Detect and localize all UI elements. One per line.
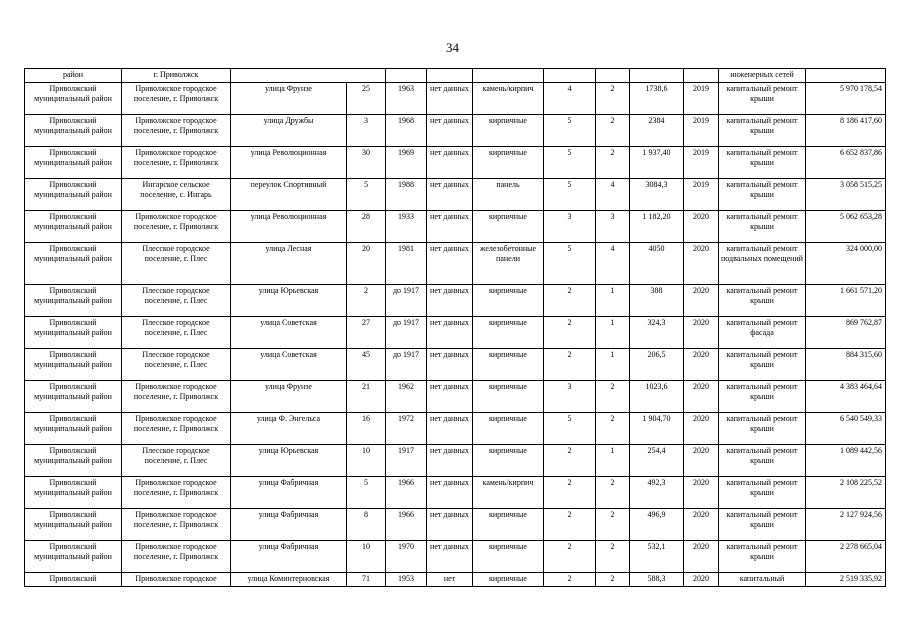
cell-empty: [596, 69, 630, 83]
cell-entrances: 2: [596, 413, 630, 445]
cell-district: Приволжский муниципальный район: [25, 317, 122, 349]
cell-year-built: 1970: [386, 541, 427, 573]
cell-house-number: 45: [347, 349, 386, 381]
cell-work-type: капитальный ремонт крыши: [719, 83, 806, 115]
cell-street: улица Дружбы: [231, 115, 347, 147]
cell-year-repair: нет данных: [427, 83, 473, 115]
cell-house-number: 27: [347, 317, 386, 349]
cell-plan-year: 2020: [684, 381, 719, 413]
cell-year-built: 1963: [386, 83, 427, 115]
cell-district: Приволжский муниципальный район: [25, 509, 122, 541]
cell-house-number: 71: [347, 573, 386, 587]
cell-wall-material: камень/кирпич: [473, 83, 544, 115]
cell-entrances: 2: [596, 381, 630, 413]
cell-house-number: 2: [347, 285, 386, 317]
table-row-continuation: [25, 69, 886, 83]
cell-area: 3084,3: [630, 179, 684, 211]
cell-house-number: 30: [347, 147, 386, 179]
cell-district: Приволжский муниципальный район: [25, 243, 122, 285]
cell-area: 4050: [630, 243, 684, 285]
cell-work-type: капитальный ремонт подвальных помещений: [719, 243, 806, 285]
cell-plan-year: 2020: [684, 445, 719, 477]
cell-wall-material: железобетонные панели: [473, 243, 544, 285]
cell-year-repair: нет данных: [427, 509, 473, 541]
cell-cost: 869 762,87: [806, 317, 886, 349]
cell-floors: 5: [544, 413, 596, 445]
table-row: [25, 179, 886, 211]
cell-year-built: до 1917: [386, 285, 427, 317]
cell-plan-year: 2020: [684, 573, 719, 587]
cell-settlement: Плесское городское поселение, г. Плес: [122, 285, 231, 317]
cell-cost: 1 089 442,56: [806, 445, 886, 477]
cell-settlement: Приволжское городское: [122, 573, 231, 587]
cell-work-type: капитальный ремонт крыши: [719, 445, 806, 477]
cell-area: 1023,6: [630, 381, 684, 413]
cell-entrances: 2: [596, 573, 630, 587]
cell-year-built: 1981: [386, 243, 427, 285]
cell-wall-material: кирпичные: [473, 381, 544, 413]
cell-street: улица Фрунзе: [231, 83, 347, 115]
cell-plan-year: 2020: [684, 509, 719, 541]
cell-street: улица Фабричная: [231, 477, 347, 509]
cell-year-repair: нет данных: [427, 413, 473, 445]
cell-work-type: капитальный ремонт крыши: [719, 211, 806, 243]
cell-settlement: Плесское городское поселение, г. Плес: [122, 349, 231, 381]
cell-area: 206,5: [630, 349, 684, 381]
cell-work-type: капитальный ремонт фасада: [719, 317, 806, 349]
cell-cost: 2 278 665,04: [806, 541, 886, 573]
cell-year-repair: нет данных: [427, 147, 473, 179]
cell-district: Приволжский муниципальный район: [25, 83, 122, 115]
cell-settlement: Плесское городское поселение, г. Плес: [122, 317, 231, 349]
cell-year-built: 1962: [386, 381, 427, 413]
cell-entrances: 1: [596, 285, 630, 317]
cell-empty: [473, 69, 544, 83]
cell-year-repair: нет данных: [427, 349, 473, 381]
cell-settlement: Приволжское городское поселение, г. Приволжск: [122, 509, 231, 541]
cell-settlement: Плесское городское поселение, г. Плес: [122, 445, 231, 477]
cell-year-repair: нет данных: [427, 115, 473, 147]
cell-district: Приволжский муниципальный район: [25, 381, 122, 413]
cell-work-type: капитальный ремонт крыши: [719, 285, 806, 317]
cell-cost: 5 970 178,54: [806, 83, 886, 115]
cell-street: улица Юрьевская: [231, 445, 347, 477]
cell-house-number: 8: [347, 509, 386, 541]
cell-district: Приволжский: [25, 573, 122, 587]
cell-empty: [806, 69, 886, 83]
cell-work-type: инженерных сетей: [719, 69, 806, 83]
cell-cost: 6 652 837,86: [806, 147, 886, 179]
cell-year-repair: нет данных: [427, 445, 473, 477]
cell-floors: 5: [544, 243, 596, 285]
cell-year-repair: нет данных: [427, 285, 473, 317]
table-row: [25, 541, 886, 573]
cell-wall-material: кирпичные: [473, 573, 544, 587]
cell-area: 254,4: [630, 445, 684, 477]
cell-year-built: до 1917: [386, 317, 427, 349]
cell-cost: 2 519 335,92: [806, 573, 886, 587]
cell-empty: [630, 69, 684, 83]
cell-house-number: 20: [347, 243, 386, 285]
cell-empty: [544, 69, 596, 83]
cell-district: Приволжский муниципальный район: [25, 115, 122, 147]
cell-wall-material: кирпичные: [473, 285, 544, 317]
cell-wall-material: кирпичные: [473, 147, 544, 179]
cell-area: 2384: [630, 115, 684, 147]
cell-cost: 3 058 515,25: [806, 179, 886, 211]
cell-area: 324,3: [630, 317, 684, 349]
cell-year-repair: нет данных: [427, 317, 473, 349]
cell-cost: 324 000,00: [806, 243, 886, 285]
page-number: 34: [446, 40, 459, 55]
cell-year-built: 1966: [386, 509, 427, 541]
cell-entrances: 3: [596, 211, 630, 243]
cell-wall-material: кирпичные: [473, 541, 544, 573]
cell-plan-year: 2019: [684, 147, 719, 179]
cell-wall-material: кирпичные: [473, 413, 544, 445]
cell-plan-year: 2020: [684, 285, 719, 317]
cell-street: улица Советская: [231, 349, 347, 381]
cell-district: район: [25, 69, 122, 83]
cell-plan-year: 2019: [684, 115, 719, 147]
cell-district: Приволжский муниципальный район: [25, 147, 122, 179]
cell-plan-year: 2020: [684, 211, 719, 243]
cell-floors: 2: [544, 317, 596, 349]
cell-floors: 3: [544, 211, 596, 243]
cell-street: улица Фабричная: [231, 509, 347, 541]
cell-year-built: 1968: [386, 115, 427, 147]
cell-year-built: 1969: [386, 147, 427, 179]
cell-year-repair: нет данных: [427, 477, 473, 509]
cell-house-number: 10: [347, 445, 386, 477]
cell-floors: 2: [544, 477, 596, 509]
cell-entrances: 2: [596, 83, 630, 115]
cell-house-number: 28: [347, 211, 386, 243]
cell-settlement: Приволжское городское поселение, г. Приволжск: [122, 83, 231, 115]
table-row: [25, 243, 886, 285]
cell-district: Приволжский муниципальный район: [25, 477, 122, 509]
cell-entrances: 1: [596, 349, 630, 381]
cell-work-type: капитальный ремонт крыши: [719, 541, 806, 573]
cell-wall-material: камень/кирпич: [473, 477, 544, 509]
cell-cost: 2 127 924,56: [806, 509, 886, 541]
cell-wall-material: кирпичные: [473, 211, 544, 243]
cell-house-number: 5: [347, 477, 386, 509]
cell-street: улица Революционная: [231, 147, 347, 179]
cell-street: улица Фабричная: [231, 541, 347, 573]
cell-year-built: до 1917: [386, 349, 427, 381]
cell-year-repair: нет данных: [427, 211, 473, 243]
cell-year-built: 1988: [386, 179, 427, 211]
cell-floors: 5: [544, 147, 596, 179]
table-row: [25, 211, 886, 243]
cell-year-built: 1917: [386, 445, 427, 477]
cell-plan-year: 2020: [684, 477, 719, 509]
table-row: [25, 413, 886, 445]
cell-street: улица Революционная: [231, 211, 347, 243]
table-row: [25, 381, 886, 413]
cell-work-type: капитальный ремонт крыши: [719, 115, 806, 147]
table-row: [25, 317, 886, 349]
cell-settlement: Приволжское городское поселение, г. Приволжск: [122, 541, 231, 573]
table-row: [25, 445, 886, 477]
cell-year-repair: нет данных: [427, 381, 473, 413]
cell-plan-year: 2019: [684, 179, 719, 211]
cell-empty: [231, 69, 386, 83]
cell-year-built: 1953: [386, 573, 427, 587]
cell-year-built: 1933: [386, 211, 427, 243]
table-row: [25, 349, 886, 381]
cell-floors: 4: [544, 83, 596, 115]
cell-work-type: капитальный ремонт крыши: [719, 349, 806, 381]
cell-floors: 2: [544, 445, 596, 477]
cell-house-number: 21: [347, 381, 386, 413]
cell-house-number: 16: [347, 413, 386, 445]
cell-entrances: 2: [596, 477, 630, 509]
cell-wall-material: кирпичные: [473, 349, 544, 381]
cell-year-built: 1972: [386, 413, 427, 445]
cell-house-number: 10: [347, 541, 386, 573]
cell-house-number: 3: [347, 115, 386, 147]
cell-empty: [684, 69, 719, 83]
cell-entrances: 2: [596, 509, 630, 541]
table-row: [25, 115, 886, 147]
cell-year-repair: нет данных: [427, 243, 473, 285]
cell-entrances: 1: [596, 317, 630, 349]
cell-empty: [386, 69, 427, 83]
cell-work-type: капитальный ремонт крыши: [719, 477, 806, 509]
cell-floors: 3: [544, 381, 596, 413]
cell-wall-material: кирпичные: [473, 317, 544, 349]
cell-cost: 2 108 225,52: [806, 477, 886, 509]
cell-district: Приволжский муниципальный район: [25, 541, 122, 573]
cell-settlement: Плесское городское поселение, г. Плес: [122, 243, 231, 285]
cell-wall-material: кирпичные: [473, 115, 544, 147]
cell-area: 1 904,70: [630, 413, 684, 445]
cell-entrances: 2: [596, 541, 630, 573]
cell-empty: [427, 69, 473, 83]
cell-settlement: Приволжское городское поселение, г. Приволжск: [122, 211, 231, 243]
cell-wall-material: кирпичные: [473, 445, 544, 477]
cell-cost: 5 062 653,28: [806, 211, 886, 243]
cell-house-number: 25: [347, 83, 386, 115]
cell-work-type: капитальный ремонт крыши: [719, 179, 806, 211]
cell-entrances: 2: [596, 147, 630, 179]
cell-plan-year: 2020: [684, 413, 719, 445]
cell-street: улица Юрьевская: [231, 285, 347, 317]
cell-district: Приволжский муниципальный район: [25, 179, 122, 211]
cell-work-type: капитальный: [719, 573, 806, 587]
table-body: [25, 69, 886, 587]
cell-settlement: Приволжское городское поселение, г. Приволжск: [122, 477, 231, 509]
cell-work-type: капитальный ремонт крыши: [719, 509, 806, 541]
housing-repair-table: [24, 68, 886, 587]
cell-house-number: 5: [347, 179, 386, 211]
cell-wall-material: кирпичные: [473, 509, 544, 541]
cell-plan-year: 2020: [684, 349, 719, 381]
cell-district: Приволжский муниципальный район: [25, 413, 122, 445]
cell-district: Приволжский муниципальный район: [25, 285, 122, 317]
table-row: [25, 477, 886, 509]
cell-entrances: 2: [596, 115, 630, 147]
cell-work-type: капитальный ремонт крыши: [719, 413, 806, 445]
cell-settlement: Приволжское городское поселение, г. Приволжск: [122, 381, 231, 413]
cell-year-repair: нет данных: [427, 541, 473, 573]
table-row: [25, 147, 886, 179]
table-row: [25, 83, 886, 115]
cell-area: 388: [630, 285, 684, 317]
cell-year-repair: нет: [427, 573, 473, 587]
table-row: [25, 509, 886, 541]
cell-street: улица Фрунзе: [231, 381, 347, 413]
cell-floors: 2: [544, 541, 596, 573]
cell-wall-material: панель: [473, 179, 544, 211]
cell-entrances: 4: [596, 243, 630, 285]
cell-district: Приволжский муниципальный район: [25, 445, 122, 477]
cell-settlement: Приволжское городское поселение, г. Приволжск: [122, 115, 231, 147]
cell-area: 588,3: [630, 573, 684, 587]
cell-street: улица Ф. Энгельса: [231, 413, 347, 445]
cell-street: улица Лесная: [231, 243, 347, 285]
cell-area: 492,3: [630, 477, 684, 509]
cell-street: переулок Спортивный: [231, 179, 347, 211]
cell-floors: 2: [544, 509, 596, 541]
cell-year-repair: нет данных: [427, 179, 473, 211]
cell-floors: 2: [544, 573, 596, 587]
cell-floors: 2: [544, 285, 596, 317]
cell-street: улица Коминтерновская: [231, 573, 347, 587]
cell-district: Приволжский муниципальный район: [25, 211, 122, 243]
cell-street: улица Советская: [231, 317, 347, 349]
cell-entrances: 4: [596, 179, 630, 211]
table-row: [25, 573, 886, 587]
cell-cost: 1 661 571,20: [806, 285, 886, 317]
cell-floors: 2: [544, 349, 596, 381]
cell-cost: 884 315,60: [806, 349, 886, 381]
cell-floors: 5: [544, 115, 596, 147]
cell-area: 496,9: [630, 509, 684, 541]
cell-entrances: 1: [596, 445, 630, 477]
cell-cost: 8 186 417,60: [806, 115, 886, 147]
cell-district: Приволжский муниципальный район: [25, 349, 122, 381]
cell-plan-year: 2020: [684, 243, 719, 285]
cell-work-type: капитальный ремонт крыши: [719, 381, 806, 413]
cell-area: 532,1: [630, 541, 684, 573]
cell-cost: 4 383 464,64: [806, 381, 886, 413]
cell-work-type: капитальный ремонт крыши: [719, 147, 806, 179]
cell-floors: 5: [544, 179, 596, 211]
cell-plan-year: 2020: [684, 541, 719, 573]
cell-area: 1 937,40: [630, 147, 684, 179]
cell-plan-year: 2019: [684, 83, 719, 115]
cell-year-built: 1966: [386, 477, 427, 509]
cell-settlement: Приволжское городское поселение, г. Приволжск: [122, 147, 231, 179]
cell-settlement: г. Приволжск: [122, 69, 231, 83]
cell-area: 1 182,20: [630, 211, 684, 243]
cell-cost: 6 540 549,33: [806, 413, 886, 445]
cell-settlement: Ингарское сельское поселение, с. Ингарь: [122, 179, 231, 211]
cell-plan-year: 2020: [684, 317, 719, 349]
table-row: [25, 285, 886, 317]
cell-settlement: Приволжское городское поселение, г. Приволжск: [122, 413, 231, 445]
cell-area: 1738,6: [630, 83, 684, 115]
